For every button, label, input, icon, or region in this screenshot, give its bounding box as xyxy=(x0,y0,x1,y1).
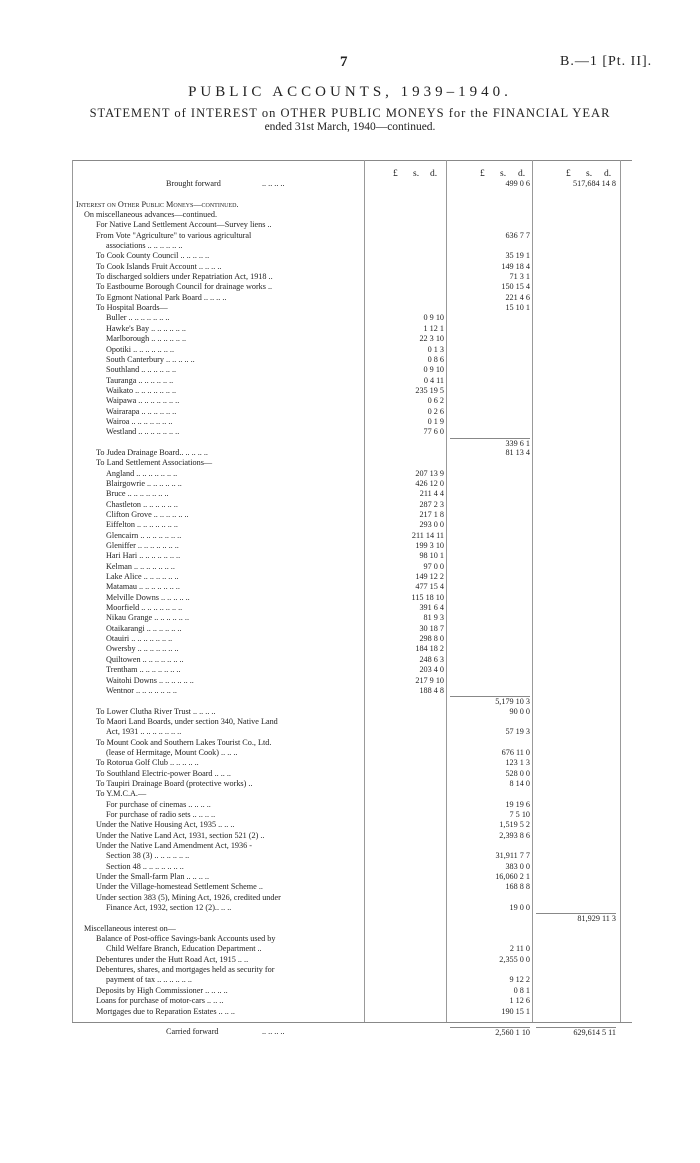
amount-a2: 90 0 0 xyxy=(509,706,530,716)
amount-a1: 0 1 3 xyxy=(427,344,444,354)
table-row xyxy=(0,448,700,458)
amount-a2: 383 0 0 xyxy=(505,861,530,871)
table-row xyxy=(0,841,700,851)
amount-a1: 77 6 0 xyxy=(423,427,444,437)
amount-a2: 676 11 0 xyxy=(501,747,530,757)
col1-pence-header: d. xyxy=(430,169,438,179)
row-label: Owersby .. .. .. .. .. .. .. xyxy=(106,644,179,654)
table-row xyxy=(0,686,700,696)
row-label: Trentham .. .. .. .. .. .. .. xyxy=(106,665,181,675)
row-label: From Vote "Agriculture" to various agricultural xyxy=(96,230,252,240)
row-label: To Southland Electric-power Board .. .. .. xyxy=(96,768,231,778)
table-row xyxy=(0,200,700,210)
table-row xyxy=(0,562,700,572)
row-label: To discharged soldiers under Repatriation Act, 1918 .. xyxy=(96,272,273,282)
row-label: Lake Alice .. .. .. .. .. .. xyxy=(106,572,179,582)
table-row xyxy=(0,748,700,758)
row-label: To Hospital Boards— xyxy=(96,303,168,313)
amount-a2: 5,179 10 3 xyxy=(450,696,530,707)
table-row xyxy=(0,469,700,479)
table-row xyxy=(0,903,700,913)
table-row xyxy=(0,272,700,282)
row-label: Wentnor .. .. .. .. .. .. .. xyxy=(106,685,177,695)
statement-title: STATEMENT of INTEREST on OTHER PUBLIC MONEYS for the FINANCIAL YEAR xyxy=(89,106,611,120)
amount-a2: 57 19 3 xyxy=(505,727,530,737)
row-label: Wairoa .. .. .. .. .. .. .. xyxy=(106,416,173,426)
table-row xyxy=(0,510,700,520)
table-row xyxy=(0,355,700,365)
row-label: Waitohi Downs .. .. .. .. .. .. xyxy=(106,675,194,685)
table-row xyxy=(0,345,700,355)
row-label: To Maori Land Boards, under section 340, Native Land xyxy=(96,716,278,726)
row-label: To Lower Clutha River Trust .. .. .. .. xyxy=(96,706,216,716)
row-label: Hawke's Bay .. .. .. .. .. .. xyxy=(106,323,186,333)
table-row xyxy=(0,603,700,613)
table-row xyxy=(0,365,700,375)
amount-a2: 1 12 6 xyxy=(509,996,530,1006)
col1-pound-header: £ xyxy=(393,169,398,179)
table-row xyxy=(0,313,700,323)
table-row xyxy=(0,541,700,551)
page-number: 7 xyxy=(340,54,348,70)
table-top-rule xyxy=(72,160,632,161)
table-row xyxy=(0,427,700,437)
row-label: For Native Land Settlement Account—Survey liens .. xyxy=(96,220,272,230)
row-label: associations .. .. .. .. .. .. xyxy=(106,241,183,251)
row-label: South Canterbury .. .. .. .. .. xyxy=(106,354,195,364)
amount-a2: 2,393 8 6 xyxy=(499,830,530,840)
amount-a1: 98 10 1 xyxy=(419,551,444,561)
table-row xyxy=(0,210,700,220)
amount-a1: 217 1 8 xyxy=(419,510,444,519)
amount-a1: 1 12 1 xyxy=(423,323,444,333)
table-row xyxy=(0,262,700,272)
amount-a1: 248 6 3 xyxy=(419,654,444,664)
table-row xyxy=(0,975,700,985)
row-label: Interest on Other Public Moneys—continued. xyxy=(76,199,239,209)
row-label: For purchase of cinemas .. .. .. .. xyxy=(106,799,211,809)
row-label: Otauiri .. .. .. .. .. .. .. xyxy=(106,634,173,644)
row-label: Moorfield .. .. .. .. .. .. .. xyxy=(106,603,183,613)
row-label: On miscellaneous advances—continued. xyxy=(84,210,218,220)
table-row xyxy=(0,303,700,313)
amount-a2: 499 0 6 xyxy=(505,179,530,188)
row-label: Carried forward xyxy=(166,1027,219,1037)
table-row xyxy=(0,376,700,386)
row-label: Chastleton .. .. .. .. .. .. xyxy=(106,499,178,509)
table-row xyxy=(0,996,700,1006)
table-row xyxy=(0,251,700,261)
amount-a2: 71 3 1 xyxy=(509,272,530,282)
amount-a2: 1,519 5 2 xyxy=(499,820,530,830)
row-label: Finance Act, 1932, section 12 (2).. .. .. xyxy=(106,903,232,913)
table-row xyxy=(0,727,700,737)
table-row xyxy=(0,386,700,396)
amount-a1: 211 4 4 xyxy=(419,489,444,499)
amount-a1: 207 13 9 xyxy=(415,468,444,478)
table-row xyxy=(0,500,700,510)
table-row xyxy=(0,624,700,634)
table-row xyxy=(0,872,700,882)
table-row xyxy=(0,179,700,189)
table-row xyxy=(0,738,700,748)
table-row xyxy=(0,769,700,779)
amount-a2: 8 14 0 xyxy=(509,778,530,788)
amount-a1: 0 9 10 xyxy=(423,365,444,375)
table-row xyxy=(0,913,700,923)
row-label: Bruce .. .. .. .. .. .. .. xyxy=(106,489,169,499)
amount-a2: 19 19 6 xyxy=(505,799,530,809)
row-label: Brought forward xyxy=(166,179,221,188)
amount-a1: 287 2 3 xyxy=(419,499,444,509)
amount-a2: 9 12 2 xyxy=(509,975,530,985)
amount-a2: 7 5 10 xyxy=(509,809,530,819)
row-label: Blairgowrie .. .. .. .. .. .. xyxy=(106,478,182,488)
table-row xyxy=(0,800,700,810)
col3-pence-header: d. xyxy=(604,169,612,179)
amount-a1: 22 3 10 xyxy=(419,334,444,344)
amount-a1: 391 6 4 xyxy=(419,603,444,613)
table-row xyxy=(0,717,700,727)
table-row xyxy=(0,293,700,303)
table-row xyxy=(0,634,700,644)
table-row xyxy=(0,676,700,686)
row-label: To Judea Drainage Board.. .. .. .. .. xyxy=(96,447,208,457)
row-label: To Y.M.C.A.— xyxy=(96,789,147,799)
table-row xyxy=(0,779,700,789)
amount-a1: 0 6 2 xyxy=(427,396,444,406)
table-row xyxy=(0,531,700,541)
table-row xyxy=(0,758,700,768)
amount-a1: 0 8 6 xyxy=(427,354,444,364)
row-label: Waipawa .. .. .. .. .. .. .. xyxy=(106,396,180,406)
amount-a1: 115 18 10 xyxy=(411,592,444,602)
row-label: Quiltowen .. .. .. .. .. .. .. xyxy=(106,654,184,664)
amount-a3: 629,614 5 11 xyxy=(536,1027,616,1038)
table-row xyxy=(0,665,700,675)
table-row xyxy=(0,882,700,892)
col3-pound-header: £ xyxy=(566,169,571,179)
amount-a1: 217 9 10 xyxy=(415,675,444,685)
amount-a1: 0 1 9 xyxy=(427,416,444,426)
amount-a2: 0 8 1 xyxy=(513,985,530,995)
table-row xyxy=(0,1017,700,1027)
row-label: Under section 383 (5), Mining Act, 1926, credited under xyxy=(96,892,281,902)
amount-a2: 2,560 1 10 xyxy=(450,1027,530,1038)
row-label: Balance of Post-office Savings-bank Accounts used by xyxy=(96,934,276,944)
col2-pound-header: £ xyxy=(480,169,485,179)
table-row xyxy=(0,282,700,292)
amount-a1: 0 4 11 xyxy=(423,375,444,385)
row-label: Miscellaneous interest on— xyxy=(84,923,176,933)
amount-a1: 81 9 3 xyxy=(423,613,444,623)
amount-a2: 123 1 3 xyxy=(505,758,530,768)
amount-a3: 517,684 14 8 xyxy=(573,179,616,188)
amount-a2: 190 15 1 xyxy=(501,1006,530,1016)
row-label: Marlborough .. .. .. .. .. .. xyxy=(106,334,187,344)
amount-a2: 2 11 0 xyxy=(509,944,530,954)
amount-a2: 150 15 4 xyxy=(501,282,530,292)
amount-a2: 2,355 0 0 xyxy=(499,954,530,964)
amount-a1: 0 9 10 xyxy=(423,313,444,323)
row-label: For purchase of radio sets .. .. .. .. xyxy=(106,809,216,819)
row-label: Under the Native Land Act, 1931, section 521 (2) .. xyxy=(96,830,265,840)
amount-a2: 16,060 2 1 xyxy=(495,872,530,882)
page-title: PUBLIC ACCOUNTS, 1939–1940. xyxy=(188,84,512,100)
amount-a2: 31,911 7 7 xyxy=(495,851,530,861)
amount-a1: 97 0 0 xyxy=(423,561,444,571)
table-row xyxy=(0,334,700,344)
table-row xyxy=(0,831,700,841)
row-label: To Eastbourne Borough Council for drainage works .. xyxy=(96,282,273,292)
row-label: Tauranga .. .. .. .. .. .. xyxy=(106,375,174,385)
statement-subtitle: ended 31st March, 1940—continued. xyxy=(264,121,436,133)
table-row xyxy=(0,644,700,654)
row-label: Buller .. .. .. .. .. .. .. xyxy=(106,313,170,323)
amount-a1: 426 12 0 xyxy=(415,478,444,488)
amount-a2: 528 0 0 xyxy=(505,768,530,778)
row-leader-dots: .. .. .. .. xyxy=(262,179,285,188)
table-row xyxy=(0,396,700,406)
table-row xyxy=(0,417,700,427)
row-label: Angland .. .. .. .. .. .. .. xyxy=(106,468,178,478)
table-row xyxy=(0,582,700,592)
row-label: Wairarapa .. .. .. .. .. .. xyxy=(106,406,177,416)
row-label: Mortgages due to Reparation Estates .. .. .. xyxy=(96,1006,235,1016)
amount-a1: 184 18 2 xyxy=(415,644,444,654)
table-row xyxy=(0,965,700,975)
row-label: Act, 1931 .. .. .. .. .. .. .. xyxy=(106,727,182,737)
table-row xyxy=(0,407,700,417)
amount-a1: 30 18 7 xyxy=(419,623,444,633)
table-row xyxy=(0,655,700,665)
row-label: Under the Village-homestead Settlement Scheme .. xyxy=(96,882,263,892)
amount-a2: 81 13 4 xyxy=(505,447,530,457)
table-row xyxy=(0,231,700,241)
row-label: To Cook Islands Fruit Account .. .. .. .. xyxy=(96,261,222,271)
table-row xyxy=(0,851,700,861)
table-row xyxy=(0,810,700,820)
page-reference: B.—1 [Pt. II]. xyxy=(560,54,653,69)
row-label: Section 48 .. .. .. .. .. .. .. xyxy=(106,861,184,871)
amount-a1: 235 19 5 xyxy=(415,385,444,395)
table-row xyxy=(0,789,700,799)
table-row xyxy=(0,1027,700,1037)
row-label: Section 38 (3) .. .. .. .. .. .. xyxy=(106,851,190,861)
row-label: To Land Settlement Associations— xyxy=(96,458,213,468)
row-label: (lease of Hermitage, Mount Cook) .. .. .. xyxy=(106,747,238,757)
col1-shilling-header: s. xyxy=(413,169,420,179)
amount-a1: 293 0 0 xyxy=(419,520,444,530)
row-label: To Cook County Council .. .. .. .. .. xyxy=(96,251,210,261)
table-row xyxy=(0,955,700,965)
amount-a1: 477 15 4 xyxy=(415,582,444,592)
row-label: payment of tax .. .. .. .. .. .. xyxy=(106,975,192,985)
row-label: Southland .. .. .. .. .. .. xyxy=(106,365,177,375)
amount-a2: 19 0 0 xyxy=(509,903,530,913)
amount-a1: 298 8 0 xyxy=(419,634,444,644)
table-row xyxy=(0,438,700,448)
table-row xyxy=(0,520,700,530)
row-label: To Mount Cook and Southern Lakes Tourist Co., Ltd. xyxy=(96,737,272,747)
row-label: Clifton Grove .. .. .. .. .. .. xyxy=(106,510,189,519)
table-row xyxy=(0,220,700,230)
amount-a2: 15 10 1 xyxy=(505,303,530,313)
row-label: To Egmont National Park Board .. .. .. .. xyxy=(96,292,227,302)
table-row xyxy=(0,820,700,830)
table-row xyxy=(0,479,700,489)
table-row xyxy=(0,924,700,934)
table-row xyxy=(0,551,700,561)
row-label: To Rotorua Golf Club .. .. .. .. .. xyxy=(96,758,199,768)
row-label: Under the Native Housing Act, 1935 .. .. .. xyxy=(96,820,235,830)
row-label: Deposits by High Commissioner .. .. .. .. xyxy=(96,985,228,995)
amount-a2: 221 4 6 xyxy=(505,292,530,302)
row-label: Matamau .. .. .. .. .. .. .. xyxy=(106,582,180,592)
amount-a2: 168 8 8 xyxy=(505,882,530,892)
row-label: Otaikarangi .. .. .. .. .. .. xyxy=(106,623,182,633)
interest-table xyxy=(0,179,700,1038)
row-label: Debentures under the Hutt Road Act, 1915 .. .. xyxy=(96,954,249,964)
table-row xyxy=(0,696,700,706)
amount-a2: 339 6 1 xyxy=(450,438,530,449)
row-label: Debentures, shares, and mortgages held as security for xyxy=(96,965,275,975)
row-label: Glencairn .. .. .. .. .. .. .. xyxy=(106,530,182,540)
row-label: Eiffelton .. .. .. .. .. .. .. xyxy=(106,520,178,530)
amount-a1: 211 14 11 xyxy=(411,530,444,540)
table-row xyxy=(0,893,700,903)
table-row xyxy=(0,489,700,499)
row-label: Opotiki .. .. .. .. .. .. .. xyxy=(106,344,175,354)
amount-a1: 199 3 10 xyxy=(415,541,444,551)
table-row xyxy=(0,241,700,251)
amount-a3: 81,929 11 3 xyxy=(536,913,616,924)
table-row xyxy=(0,189,700,199)
table-row xyxy=(0,613,700,623)
row-leader-dots: .. .. .. .. xyxy=(262,1027,285,1037)
table-row xyxy=(0,1007,700,1017)
row-label: To Taupiri Drainage Board (protective works) .. xyxy=(96,778,253,788)
col2-shilling-header: s. xyxy=(500,169,507,179)
table-row xyxy=(0,593,700,603)
col2-pence-header: d. xyxy=(518,169,526,179)
col3-shilling-header: s. xyxy=(586,169,593,179)
row-label: Hari Hari .. .. .. .. .. .. .. xyxy=(106,551,181,561)
amount-a1: 149 12 2 xyxy=(415,572,444,582)
amount-a1: 203 4 0 xyxy=(419,665,444,675)
table-row xyxy=(0,934,700,944)
row-label: Under the Small-farm Plan .. .. .. .. xyxy=(96,872,210,882)
amount-a2: 149 18 4 xyxy=(501,261,530,271)
row-label: Melville Downs .. .. .. .. .. xyxy=(106,592,190,602)
table-row xyxy=(0,458,700,468)
table-row xyxy=(0,572,700,582)
row-label: Loans for purchase of motor-cars .. .. .. xyxy=(96,996,224,1006)
amount-a2: 35 19 1 xyxy=(505,251,530,261)
amount-a2: 636 7 7 xyxy=(505,230,530,240)
table-row xyxy=(0,862,700,872)
row-label: Child Welfare Branch, Education Department .. xyxy=(106,944,262,954)
table-row xyxy=(0,986,700,996)
table-row xyxy=(0,324,700,334)
row-label: Gleniffer .. .. .. .. .. .. .. xyxy=(106,541,179,551)
row-label: Under the Native Land Amendment Act, 1936 - xyxy=(96,841,252,850)
row-label: Waikato .. .. .. .. .. .. .. xyxy=(106,385,177,395)
row-label: Nikau Grange .. .. .. .. .. .. xyxy=(106,613,189,623)
row-label: Kelman .. .. .. .. .. .. .. xyxy=(106,561,175,571)
amount-a1: 0 2 6 xyxy=(427,406,444,416)
table-row xyxy=(0,944,700,954)
table-row xyxy=(0,707,700,717)
row-label: Westland .. .. .. .. .. .. .. xyxy=(106,427,180,437)
amount-a1: 188 4 8 xyxy=(419,685,444,695)
